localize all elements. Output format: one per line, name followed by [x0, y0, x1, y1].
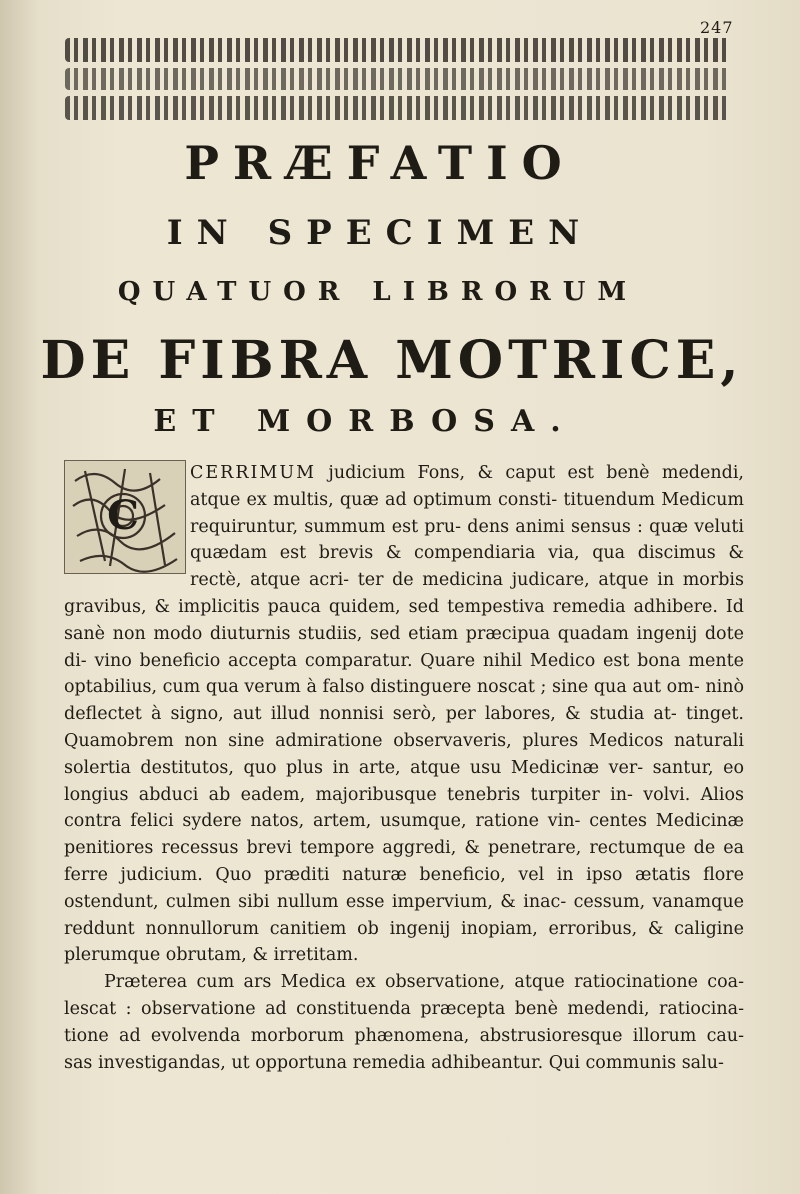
ornament-band-icon — [65, 96, 730, 120]
title-et-morbosa: ET MORBOSA. — [153, 404, 577, 439]
paragraph-1-text: judicium Fons, & caput est benè medendi, atque ex multis, quæ ad optimum consti- tituendum Medicum requiruntur, summum est pru- dens animi sensus : quæ veluti quædam est brevis & compendiaria via, qua discimus & rectè, atque acri- ter de medicina judicare, atque in morbis gravibus, & implicitis pauca quidem, sed tempestiva remedia adhibere. Id sanè non modo diuturnis studiis, sed etiam præcipua quadam ingenij dote di- vino beneficio accepta comparatur. Quare nihil Medico est bona mente optabilius, cum qua verum à falso distinguere noscat ; sine qua aut om- ninò deflectet à signo, aut illud nonnisi serò, per labores, & studia at- tinget. Quamobrem non sine admiratione observaveris, plures Medicos naturali solertia destitutos, quo plus in arte, atque usu Medicinæ ver- santur, eo longius abduci ab eadem, majoribusque tenebris turpiter in- volvi. Alios contra felici sydere natos, artem, usumque, ratione vin- centes Medicinæ penitiores recessus brevi tempore aggredi, & penetrare, rectumque de ea ferre judicium. Quo præditi naturæ beneficio, vel in ipso ætatis flore ostendunt, culmen sibi nullum esse impervium, & inac- cessum, vanamque reddunt nonnullorum canitiem ob ingenij inopiam, erroribus, & caligine plerumque obrutam, & irretitam. — [64, 463, 744, 966]
ornament-band-icon — [65, 68, 730, 90]
preface-body — [64, 460, 744, 1076]
title-de-fibra-motrice: DE FIBRA MOTRICE, — [40, 330, 744, 391]
title-in-specimen: IN SPECIMEN — [166, 213, 594, 253]
title-quatuor-librorum: QUATUOR LIBRORUM — [117, 277, 639, 307]
page-number: 247 — [700, 18, 734, 37]
ornament-band-icon — [65, 38, 730, 62]
paragraph-2: Præterea cum ars Medica ex observatione, atque ratiocinatione coa- lescat : observatione ad constituenda præcepta benè medendi, ratiocina- tione ad evolvenda morborum phænomena, abstrusioresque illorum cau- sas investigandas, ut opportuna remedia adhibeantur. Qui communis salu- — [64, 972, 744, 1073]
lead-word: CERRIMUM — [190, 463, 317, 483]
svg-text:C: C — [107, 492, 139, 539]
initial-spacer — [64, 460, 190, 572]
headpiece-ornament — [65, 38, 730, 126]
title-praefatio: PRÆFATIO — [184, 136, 576, 190]
